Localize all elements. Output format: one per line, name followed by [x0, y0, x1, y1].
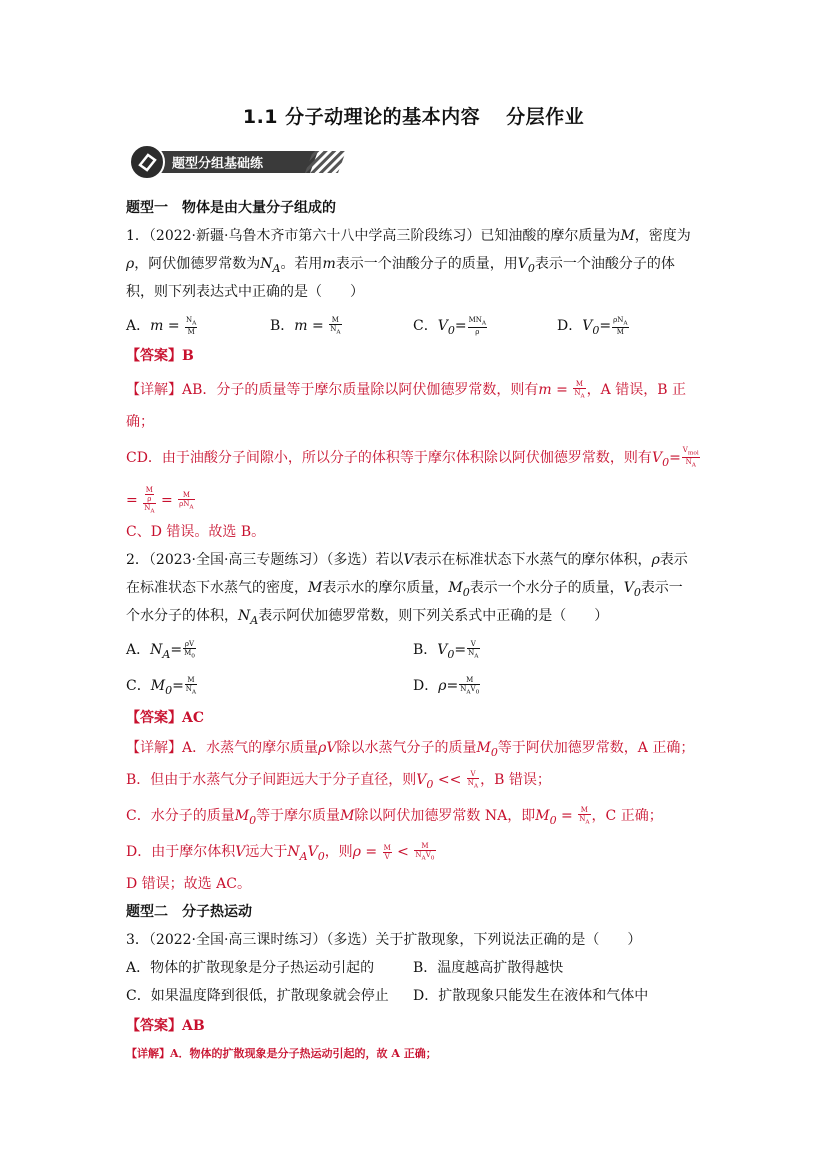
q2-line1: 2．（2023·全国·高三专题练习）（多选）若以V表示在标准状态下水蒸气的摩尔体积，ρ表示 [126, 552, 688, 568]
q1-answer: 【答案】B [126, 348, 194, 364]
page-title [0, 102, 827, 129]
title-main: 1.1 分子动理论的基本内容 [242, 106, 481, 128]
q2-answer: 【答案】AC [126, 710, 205, 726]
q1-option-c: C．$V_0=$ $\frac{MN_A}{\rho}$ [413, 316, 487, 337]
q1-line2: ρ，阿伏伽德罗常数为$N_A$。若用m表示一个油酸分子的质量，用$V_0$表示一个油酸分子的体 [126, 256, 675, 275]
q1-option-a: A．m = $\frac{N_A}{M}$ [126, 316, 197, 337]
q1-detail-2: 确； [126, 414, 154, 430]
q2-line2: 在标准状态下水蒸气的密度，M表示水的摩尔质量，$M_0$表示一个水分子的质量，$V_0$表示一 [126, 580, 683, 599]
q3-option-a: A．物体的扩散现象是分子热运动引起的 [126, 960, 375, 976]
section-banner [128, 143, 346, 181]
section-heading-1: 题型一 物体是由大量分子组成的 [126, 200, 336, 216]
q3-answer: 【答案】AB [126, 1018, 205, 1034]
q2-detail-c: C．水分子的质量$M_0$等于摩尔质量M除以阿伏加德罗常数 NA，即$M_0$ = $\frac{M}{N_A}$ ，C 正确； [126, 806, 663, 827]
q2-option-a: A．$N_A=$ $\frac{\rho V}{M_0}$ [126, 640, 195, 661]
q1-line3: 积，则下列表达式中正确的是（ ） [126, 284, 364, 300]
banner-label: 题型分组基础练 [172, 156, 264, 172]
q2-option-c: C．$M_0=$ $\frac{M}{N_A}$ [126, 676, 197, 697]
q2-detail-b: B．但由于水蒸气分子间距远大于分子直径，则$V_0$ << $\frac{V}{N_A}$ ，B 错误； [126, 770, 551, 791]
q3-option-c: C．如果温度降到很低，扩散现象就会停止 [126, 988, 389, 1004]
title-sub: 分层作业 [506, 106, 585, 128]
q1-line1: 1．（2022·新疆·乌鲁木齐市第六十八中学高三阶段练习）已知油酸的摩尔质量为M，密度为 [126, 228, 691, 244]
section-heading-2: 题型二 分子热运动 [126, 904, 252, 920]
q2-detail-a: 【详解】A．水蒸气的摩尔质量ρV除以水蒸气分子的质量$M_0$等于阿伏加德罗常数，A 正确； [126, 740, 695, 759]
q1-option-d: D．$V_0=$ $\frac{\rho N_A}{M}$ [557, 316, 628, 337]
q1-detail-3: CD．由于油酸分子间隙小，所以分子的体积等于摩尔体积除以阿伏伽德罗常数，则有$V_0=$ $\frac{V_{mol}}{N_A}$ [126, 446, 699, 469]
q1-detail-4: = $\frac{\frac{M}{\rho}}{N_A}$ = $\frac{M}{\rho N_A}$ [126, 486, 194, 515]
q2-option-b: B．$V_0=$ $\frac{V}{N_A}$ [413, 640, 479, 661]
q1-option-b: B．m = $\frac{M}{N_A}$ [270, 316, 341, 336]
q1-detail-1: 【详解】AB．分子的质量等于摩尔质量除以阿伏伽德罗常数，则有m = $\frac{M}{N_A}$ ，A 错误，B 正 [126, 380, 686, 400]
q3-option-d: D．扩散现象只能发生在液体和气体中 [413, 988, 649, 1004]
q3-option-b: B．温度越高扩散得越快 [413, 960, 564, 976]
q2-option-d: D．ρ= $\frac{M}{N_AV_0}$ [413, 676, 480, 696]
q1-detail-5: C、D 错误。故选 B。 [126, 524, 266, 540]
q2-line3: 个水分子的体积，$N_A$表示阿伏加德罗常数，则下列关系式中正确的是（ ） [126, 608, 609, 627]
q3-line1: 3．（2022·全国·高三课时练习）（多选）关于扩散现象，下列说法正确的是（ ） [126, 932, 642, 948]
q3-detail: 【详解】A．物体的扩散现象是分子热运动引起的，故 A 正确； [126, 1047, 437, 1060]
q2-detail-d: D．由于摩尔体积V远大于$N_AV_0$，则ρ = $\frac{M}{V}$ < $\frac{M}{N_AV_0}$ [126, 842, 435, 863]
q2-detail-end: D 错误；故选 AC。 [126, 876, 251, 892]
